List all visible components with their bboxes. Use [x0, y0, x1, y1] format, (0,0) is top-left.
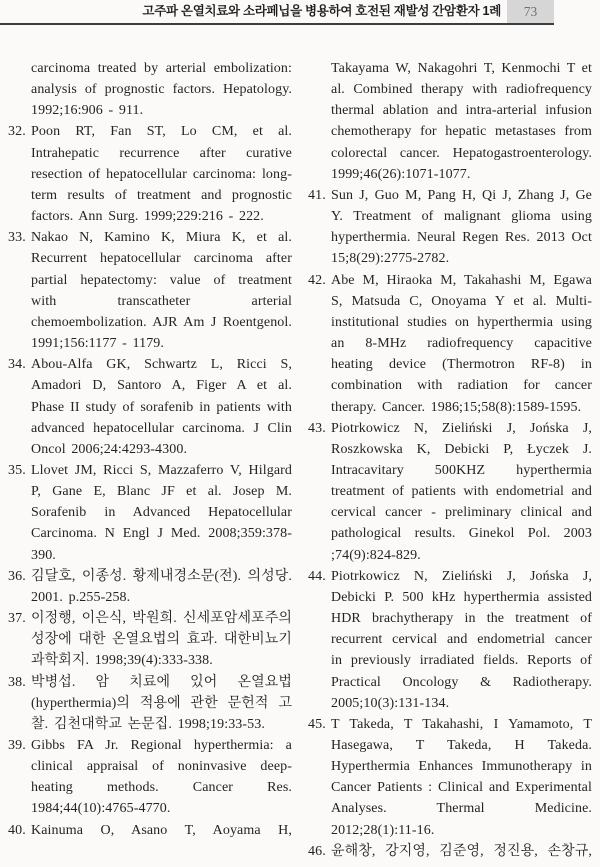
reference-number: 38. — [8, 674, 26, 690]
reference-text: Gibbs FA Jr. Regional hyperthermia: a clinical appraisal of noninvasive deep-heating methods. Cancer Res. 1984;44(10):4765-4770. — [31, 738, 292, 817]
reference-text: 윤해창, 강지영, 김준영, 정진용, 손창규, — [331, 843, 592, 859]
reference-text: carcinoma treated by arterial embolization: analysis of prognostic factors. Hepatology. 1992;16:906 - 911. — [31, 61, 292, 119]
reference-text: Takayama W, Nakagohri T, Kenmochi T et al. Combined therapy with radiofrequency thermal ablation and intra-arterial infusion chemotherapy for hepatic metastases from colorectal cancer. Hepatogastroenterology. 1999;46(26):1071-1077. — [331, 61, 592, 182]
page-number: 73 — [523, 3, 538, 19]
reference-number: 36. — [8, 568, 26, 584]
reference-text: 김달호, 이종성. 황제내경소문(전). 의성당. 2001. p.255-258. — [31, 568, 292, 605]
reference-item — [8, 354, 292, 460]
reference-text: Abe M, Hiraoka M, Takahashi M, Egawa S, Matsuda C, Onoyama Y et al. Multi-institutional studies on hyperthermia using an 8-MHz radiofrequency capacitive heating device (Thermotron RF-8) in combination with radiation for cancer therapy. Cancer. 1986;15;58(8):1589-1595. — [331, 272, 592, 415]
references-column-right — [308, 58, 592, 862]
reference-number: 37. — [8, 611, 26, 627]
reference-text: 박병섭. 암 치료에 있어 온열요법(hyperthermia)의 적용에 관한 문헌적 고찰. 김천대학교 논문집. 1998;19:33-53. — [31, 674, 292, 732]
reference-item — [8, 460, 292, 566]
reference-text: Abou-Alfa GK, Schwartz L, Ricci S, Amadori D, Santoro A, Figer A et al. Phase II study of sorafenib in patients with advanced hepatocellular carcinoma. J Clin Oncol 2006;24:4293-4300. — [31, 357, 292, 457]
reference-text: Sun J, Guo M, Pang H, Qi J, Zhang J, Ge Y. Treatment of malignant glioma using hyperthermia. Neural Regen Res. 2013 Oct 15;8(29):2775-2782. — [331, 187, 592, 267]
reference-text: Poon RT, Fan ST, Lo CM, et al. Intrahepatic recurrence after curative resection of hepatocellular carcinoma: long-term results of treatment and prognostic factors. Ann Surg. 1999;229:216 - 222. — [31, 124, 292, 225]
reference-item — [308, 58, 592, 185]
reference-item — [8, 735, 292, 820]
reference-item — [308, 566, 592, 714]
reference-text: Piotrkowicz N, Zieliński J, Jońska J, Debicki P. 500 kHz hyperthermia assisted HDR brachytherapy in the treatment of recurrent cervical and endometrial cancer in previously irradiated fields. Reports of Practical Oncology & Radiotherapy. 2005;10(3):131-134. — [331, 568, 592, 711]
reference-item — [8, 608, 292, 671]
running-title: 고주파 온열치료와 소라페닙을 병용하여 호전된 재발성 간암환자 1례 — [142, 4, 501, 18]
reference-item — [8, 566, 292, 608]
reference-item — [8, 227, 292, 354]
reference-number: 32. — [8, 124, 26, 140]
reference-text: Nakao N, Kamino K, Miura K, et al. Recurrent hepatocellular carcinoma after partial hepatectomy: value of treatment with transcatheter arterial chemoembolization. AJR Am J Roentgenol. 1991;156:1177 - 1179. — [31, 230, 292, 352]
references-section — [8, 58, 592, 862]
reference-number: 46. — [308, 843, 326, 859]
reference-item — [308, 185, 592, 270]
reference-text: T Takeda, T Takahashi, I Yamamoto, T Hasegawa, T Takeda, H Takeda. Hyperthermia Enhances Immunotherapy in Cancer Patients : Clinical and Experimental Analyses. Thermal Medicine. 2012;28(1):11-16. — [331, 716, 592, 838]
reference-item — [308, 714, 592, 841]
reference-text: Kainuma O, Asano T, Aoyama H, — [31, 822, 292, 838]
reference-number: 33. — [8, 230, 26, 246]
reference-number: 35. — [8, 462, 26, 478]
reference-number: 34. — [8, 357, 26, 373]
reference-number: 42. — [308, 272, 326, 288]
reference-item — [8, 820, 292, 841]
reference-item — [308, 841, 592, 862]
reference-item — [308, 270, 592, 418]
reference-number: 39. — [8, 738, 26, 753]
reference-number: 41. — [308, 187, 326, 203]
reference-number: 43. — [308, 420, 326, 436]
reference-item — [8, 121, 292, 227]
page-header — [0, 0, 554, 23]
reference-text: 이정행, 이은식, 박원희. 신세포암세포주의 성장에 대한 온열요법의 효과. 대한비뇨기과학회지. 1998;39(4):333-338. — [31, 611, 292, 669]
reference-text: Llovet JM, Ricci S, Mazzaferro V, Hilgard P, Gane E, Blanc JF et al. Josep M. Sorafenib in Advanced Hepatocellular Carcinoma. N Engl J Med. 2008;359:378-390. — [31, 462, 292, 563]
reference-item — [308, 418, 592, 566]
page-number-box — [507, 0, 554, 23]
reference-number: 44. — [308, 568, 326, 584]
reference-item — [8, 672, 292, 735]
reference-item — [8, 58, 292, 121]
reference-number: 45. — [308, 716, 326, 732]
reference-number: 40. — [8, 822, 26, 838]
header-rule — [0, 23, 554, 25]
references-column-left — [8, 58, 292, 862]
reference-text: Piotrkowicz N, Zieliński J, Jońska J, Roszkowska K, Debicki P, Łyczek J. Intracavitary 500KHZ hyperthermia treatment of patients with endometrial and cervical cancer - preliminary clinical and pathological results. Ginekol Pol. 2003 ;74(9):824-829. — [331, 420, 592, 563]
